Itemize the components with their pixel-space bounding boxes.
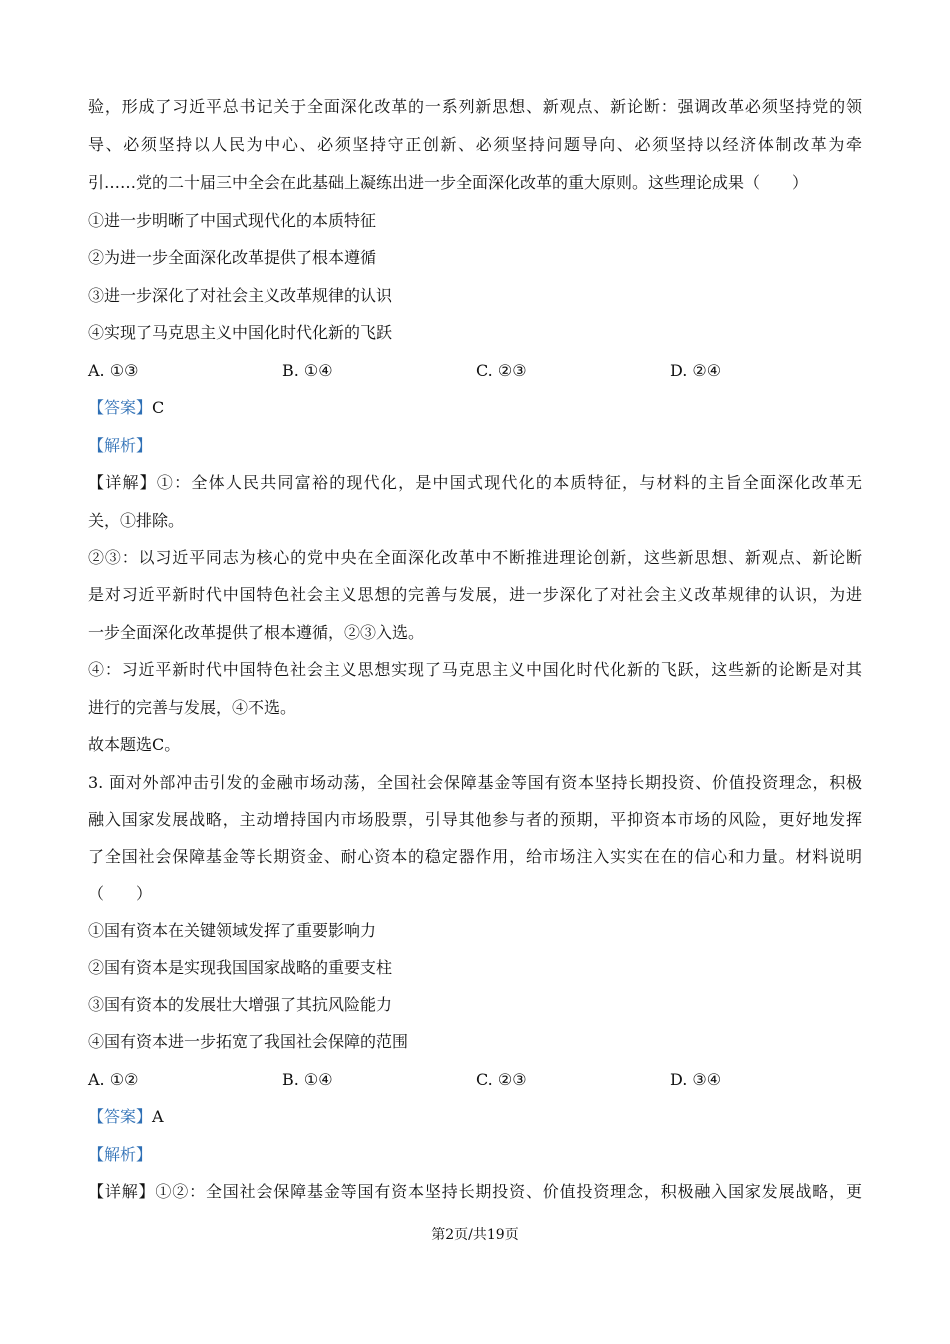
q2-detail-line-5: 一步全面深化改革提供了根本遵循，②③入选。 [88,623,425,642]
q3-option-c: C. ②③ [476,1070,527,1089]
q3-stem-line-2: 融入国家发展战略，主动增持国内市场股票，引导其他参与者的预期，平抑资本市场的风险，更好地发挥 [88,810,862,829]
q2-option-c: C. ②③ [476,361,527,380]
q2-detail-line-3: ②③：以习近平同志为核心的党中央在全面深化改革中不断推进理论创新，这些新思想、新观点、新论断 [88,548,862,567]
answer-value: C [152,398,165,417]
q2-detail-line-2: 关，①排除。 [88,511,185,530]
q3-item-3: ③国有资本的发展壮大增强了其抗风险能力 [88,995,393,1014]
q3-stem-line-3: 了全国社会保障基金等长期资金、耐心资本的稳定器作用，给市场注入实实在在的信心和力量。材料说明 [88,847,862,866]
q2-item-2: ②为进一步全面深化改革提供了根本遵循 [88,248,377,267]
q2-analysis [88,435,152,457]
q2-item-3: ③进一步深化了对社会主义改革规律的认识 [88,286,393,305]
answer-tag: 【答案】 [88,398,153,417]
q3-detail-line-1 [88,1181,862,1203]
q2-stem-line-1: 验，形成了习近平总书记关于全面深化改革的一系列新思想、新观点、新论断：强调改革必须坚持党的领 [88,97,862,116]
detail-tag: 【详解】 [88,473,157,492]
analysis-tag: 【解析】 [88,1145,153,1164]
detail-text: ①②：全国社会保障基金等国有资本坚持长期投资、价值投资理念，积极融入国家发展战略，更 [155,1182,862,1201]
answer-tag: 【答案】 [88,1107,153,1126]
q2-detail-line-6: ④：习近平新时代中国特色社会主义思想实现了马克思主义中国化时代化新的飞跃，这些新的论断是对其 [88,660,862,679]
q2-item-4: ④实现了马克思主义中国化时代化新的飞跃 [88,323,393,342]
q3-option-d: D. ③④ [670,1070,722,1089]
q3-item-1: ①国有资本在关键领域发挥了重要影响力 [88,921,377,940]
q2-option-a: A. ①③ [88,361,139,380]
q3-stem-line-1: 3. 面对外部冲击引发的金融市场动荡，全国社会保障基金等国有资本坚持长期投资、价值投资理念，积极 [88,773,862,792]
q2-detail-line-4: 是对习近平新时代中国特色社会主义思想的完善与发展，进一步深化了对社会主义改革规律的认识，为进 [88,585,862,604]
q2-option-d: D. ②④ [670,361,722,380]
analysis-tag: 【解析】 [88,436,153,455]
q3-stem-line-4: （ ） [88,884,153,903]
q3-option-a: A. ①② [88,1070,139,1089]
q3-option-b: B. ①④ [282,1070,333,1089]
q3-item-2: ②国有资本是实现我国国家战略的重要支柱 [88,958,393,977]
q2-detail-line-1 [88,472,862,494]
q3-analysis [88,1144,152,1166]
q3-item-4: ④国有资本进一步拓宽了我国社会保障的范围 [88,1032,409,1051]
q2-stem-line-3: 引……党的二十届三中全会在此基础上凝练出进一步全面深化改革的重大原则。这些理论成果（ ） [88,173,809,192]
q2-detail-line-7: 进行的完善与发展，④不选。 [88,698,297,717]
q3-answer [88,1106,164,1128]
q2-item-1: ①进一步明晰了中国式现代化的本质特征 [88,211,377,230]
q2-conclusion: 故本题选C。 [88,735,181,754]
answer-value: A [152,1107,164,1126]
page-footer: 第2页/共19页 [431,1227,519,1243]
q2-stem-line-2: 导、必须坚持以人民为中心、必须坚持守正创新、必须坚持问题导向、必须坚持以经济体制改革为牵 [88,135,862,154]
detail-text: ①：全体人民共同富裕的现代化，是中国式现代化的本质特征，与材料的主旨全面深化改革无 [156,473,862,492]
detail-tag: 【详解】 [88,1182,156,1201]
q2-option-b: B. ①④ [282,361,333,380]
q2-answer [88,397,164,419]
